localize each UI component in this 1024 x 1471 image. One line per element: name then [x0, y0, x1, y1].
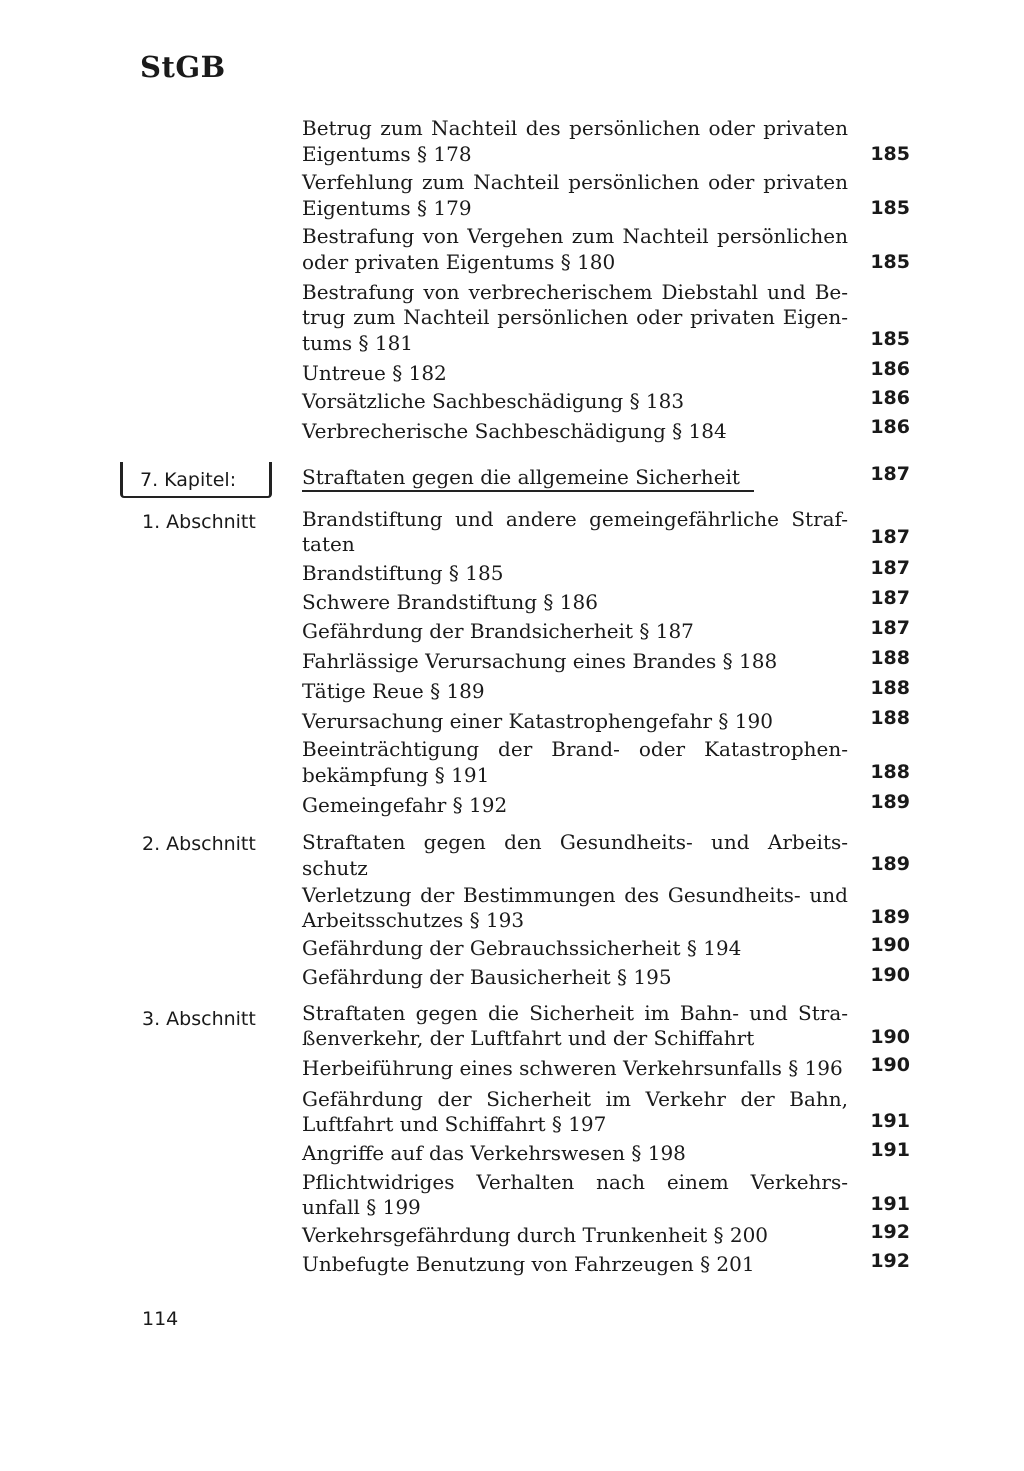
toc-page-number: 190: [870, 964, 910, 986]
toc-entry-line: Eigentums § 179: [302, 196, 472, 220]
toc-page-number: 192: [870, 1250, 910, 1272]
toc-page-number: 185: [870, 251, 910, 273]
toc-page-number: 188: [870, 761, 910, 783]
toc-entry-line: Schwere Brandstiftung § 186: [302, 590, 598, 614]
toc-page-number: 188: [870, 677, 910, 699]
toc-page-number: 185: [870, 197, 910, 219]
toc-entry-line: ßenverkehr, der Luftfahrt und der Schiffahrt: [302, 1026, 755, 1050]
section-label: 3. Abschnitt: [142, 1008, 256, 1030]
toc-entry-line: Straftaten gegen den Gesundheits- und Arbeits-: [302, 830, 848, 854]
toc-entry-line: oder privaten Eigentums § 180: [302, 250, 616, 274]
chapter-label: 7. Kapitel:: [140, 469, 237, 491]
toc-page-number: 190: [870, 1026, 910, 1048]
toc-page-number: 189: [870, 791, 910, 813]
page-header-title: StGB: [140, 50, 226, 84]
toc-entry-line: Vorsätzliche Sachbeschädigung § 183: [302, 389, 685, 413]
toc-page-number: 186: [870, 387, 910, 409]
section-label: 1. Abschnitt: [142, 511, 256, 533]
toc-entry-line: unfall § 199: [302, 1195, 421, 1219]
toc-entry-line: Beeinträchtigung der Brand- oder Katastrophen-: [302, 737, 848, 761]
toc-entry-line: Verursachung einer Katastrophengefahr § 190: [302, 709, 773, 733]
toc-entry-line: Fahrlässige Verursachung eines Brandes § 188: [302, 649, 778, 673]
toc-page-number: 191: [870, 1139, 910, 1161]
toc-entry-line: Gefährdung der Bausicherheit § 195: [302, 965, 672, 989]
toc-page-number: 185: [870, 143, 910, 165]
toc-page-number: 187: [870, 587, 910, 609]
toc-entry-line: Angriffe auf das Verkehrswesen § 198: [302, 1141, 686, 1165]
toc-entry-line: Pflichtwidriges Verhalten nach einem Verkehrs-: [302, 1170, 848, 1194]
toc-entry-line: trug zum Nachteil persönlichen oder privaten Eigen-: [302, 305, 848, 329]
toc-entry-line: Gemeingefahr § 192: [302, 793, 508, 817]
toc-page-number: 191: [870, 1110, 910, 1132]
toc-entry-line: Luftfahrt und Schiffahrt § 197: [302, 1112, 607, 1136]
toc-entry-line: Straftaten gegen die Sicherheit im Bahn- und Stra-: [302, 1001, 848, 1025]
toc-page-number: 189: [870, 853, 910, 875]
toc-entry-line: Herbeiführung eines schweren Verkehrsunfalls § 196: [302, 1056, 843, 1080]
toc-page-number: 190: [870, 1054, 910, 1076]
toc-entry-line: Unbefugte Benutzung von Fahrzeugen § 201: [302, 1252, 755, 1276]
toc-entry-line: Verkehrsgefährdung durch Trunkenheit § 200: [302, 1223, 769, 1247]
toc-page-number: 191: [870, 1193, 910, 1215]
toc-entry-line: Arbeitsschutzes § 193: [302, 908, 525, 932]
page-number: 114: [142, 1308, 179, 1330]
toc-entry-line: Betrug zum Nachteil des persönlichen oder privaten: [302, 116, 848, 140]
toc-entry-line: Gefährdung der Brandsicherheit § 187: [302, 619, 694, 643]
toc-entry-line: Bestrafung von Vergehen zum Nachteil persönlichen: [302, 224, 848, 248]
toc-entry-line: Verletzung der Bestimmungen des Gesundheits- und: [302, 883, 848, 907]
toc-entry-line: Brandstiftung und andere gemeingefährliche Straf-: [302, 507, 848, 531]
toc-entry-line: Verbrecherische Sachbeschädigung § 184: [302, 419, 727, 443]
toc-entry-line: schutz: [302, 856, 368, 880]
toc-entry-line: Gefährdung der Gebrauchssicherheit § 194: [302, 936, 742, 960]
chapter-title: Straftaten gegen die allgemeine Sicherheit: [302, 465, 740, 489]
toc-page-number: 187: [870, 526, 910, 548]
toc-entry-line: Eigentums § 178: [302, 142, 472, 166]
toc-entry-line: Tätige Reue § 189: [302, 679, 485, 703]
section-label: 2. Abschnitt: [142, 833, 256, 855]
toc-entry-line: Verfehlung zum Nachteil persönlichen oder privaten: [302, 170, 848, 194]
toc-entry-line: bekämpfung § 191: [302, 763, 490, 787]
chapter-title-underline: [302, 490, 754, 492]
toc-entry-line: Bestrafung von verbrecherischem Diebstahl und Be-: [302, 280, 848, 304]
toc-entry-line: Brandstiftung § 185: [302, 561, 504, 585]
toc-page-number: 189: [870, 906, 910, 928]
toc-entry-line: Untreue § 182: [302, 361, 447, 385]
toc-page-number: 187: [870, 463, 910, 485]
toc-page-number: 186: [870, 358, 910, 380]
toc-page-number: 188: [870, 647, 910, 669]
toc-entry-line: Gefährdung der Sicherheit im Verkehr der Bahn,: [302, 1087, 848, 1111]
toc-page-number: 192: [870, 1221, 910, 1243]
toc-page-number: 186: [870, 416, 910, 438]
toc-page-number: 187: [870, 617, 910, 639]
toc-entry-line: taten: [302, 532, 355, 556]
toc-page-number: 188: [870, 707, 910, 729]
toc-page-number: 187: [870, 557, 910, 579]
toc-page-number: 185: [870, 328, 910, 350]
toc-page-number: 190: [870, 934, 910, 956]
toc-entry-line: tums § 181: [302, 331, 414, 355]
